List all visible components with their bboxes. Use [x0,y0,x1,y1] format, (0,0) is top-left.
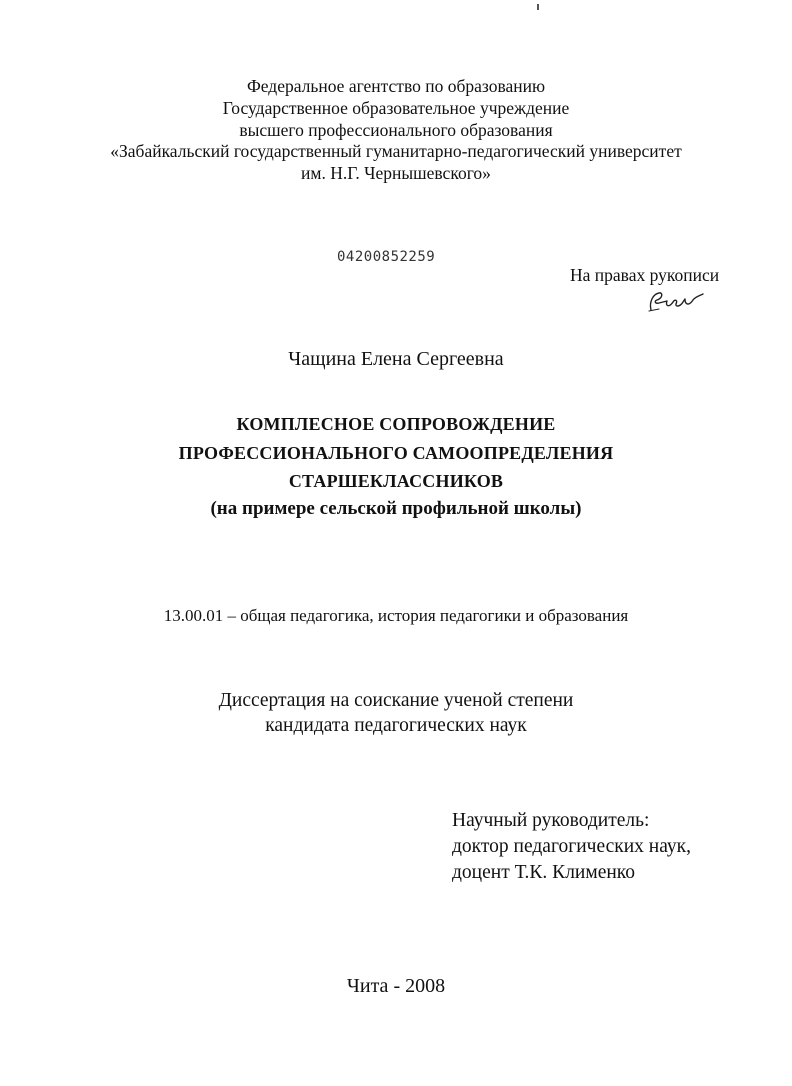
specialty-code: 13.00.01 – общая педагогика, история педагогики и образования [163,606,629,625]
supervisor-label: Научный руководитель: [452,810,650,831]
title-line-3: СТАРШЕКЛАССНИКОВ [288,471,504,491]
handwritten-signature [645,288,709,314]
serial-number: 04200852259 [337,249,436,265]
header-institution-type: Государственное образовательное учреждение [222,98,570,118]
header-university: «Забайкальский государственный гуманитарно-педагогический университет [110,141,682,161]
supervisor-block [452,808,691,886]
degree-line-2: кандидата педагогических наук [265,715,527,736]
title-subtitle: (на примере сельской профильной школы) [210,498,582,519]
header-agency: Федеральное агентство по образованию [246,76,546,96]
title-line-1: КОМПЛЕСНОЕ СОПРОВОЖДЕНИЕ [236,414,556,434]
rights-note: На правах рукописи [570,265,720,285]
title-line-2: ПРОФЕССИОНАЛЬНОГО САМООПРЕДЕЛЕНИЯ [178,443,614,463]
author-name: Чащина Елена Сергеевна [288,348,504,370]
degree-line-1: Диссертация на соискание ученой степени [218,690,574,711]
supervisor-degree: доктор педагогических наук, [452,836,691,857]
city-year: Чита - 2008 [346,975,446,997]
header-university-name: им. Н.Г. Чернышевского» [301,163,491,183]
supervisor-name: доцент Т.К. Клименко [452,862,636,883]
header-education-level: высшего профессионального образования [239,120,553,140]
scan-mark [537,4,539,10]
